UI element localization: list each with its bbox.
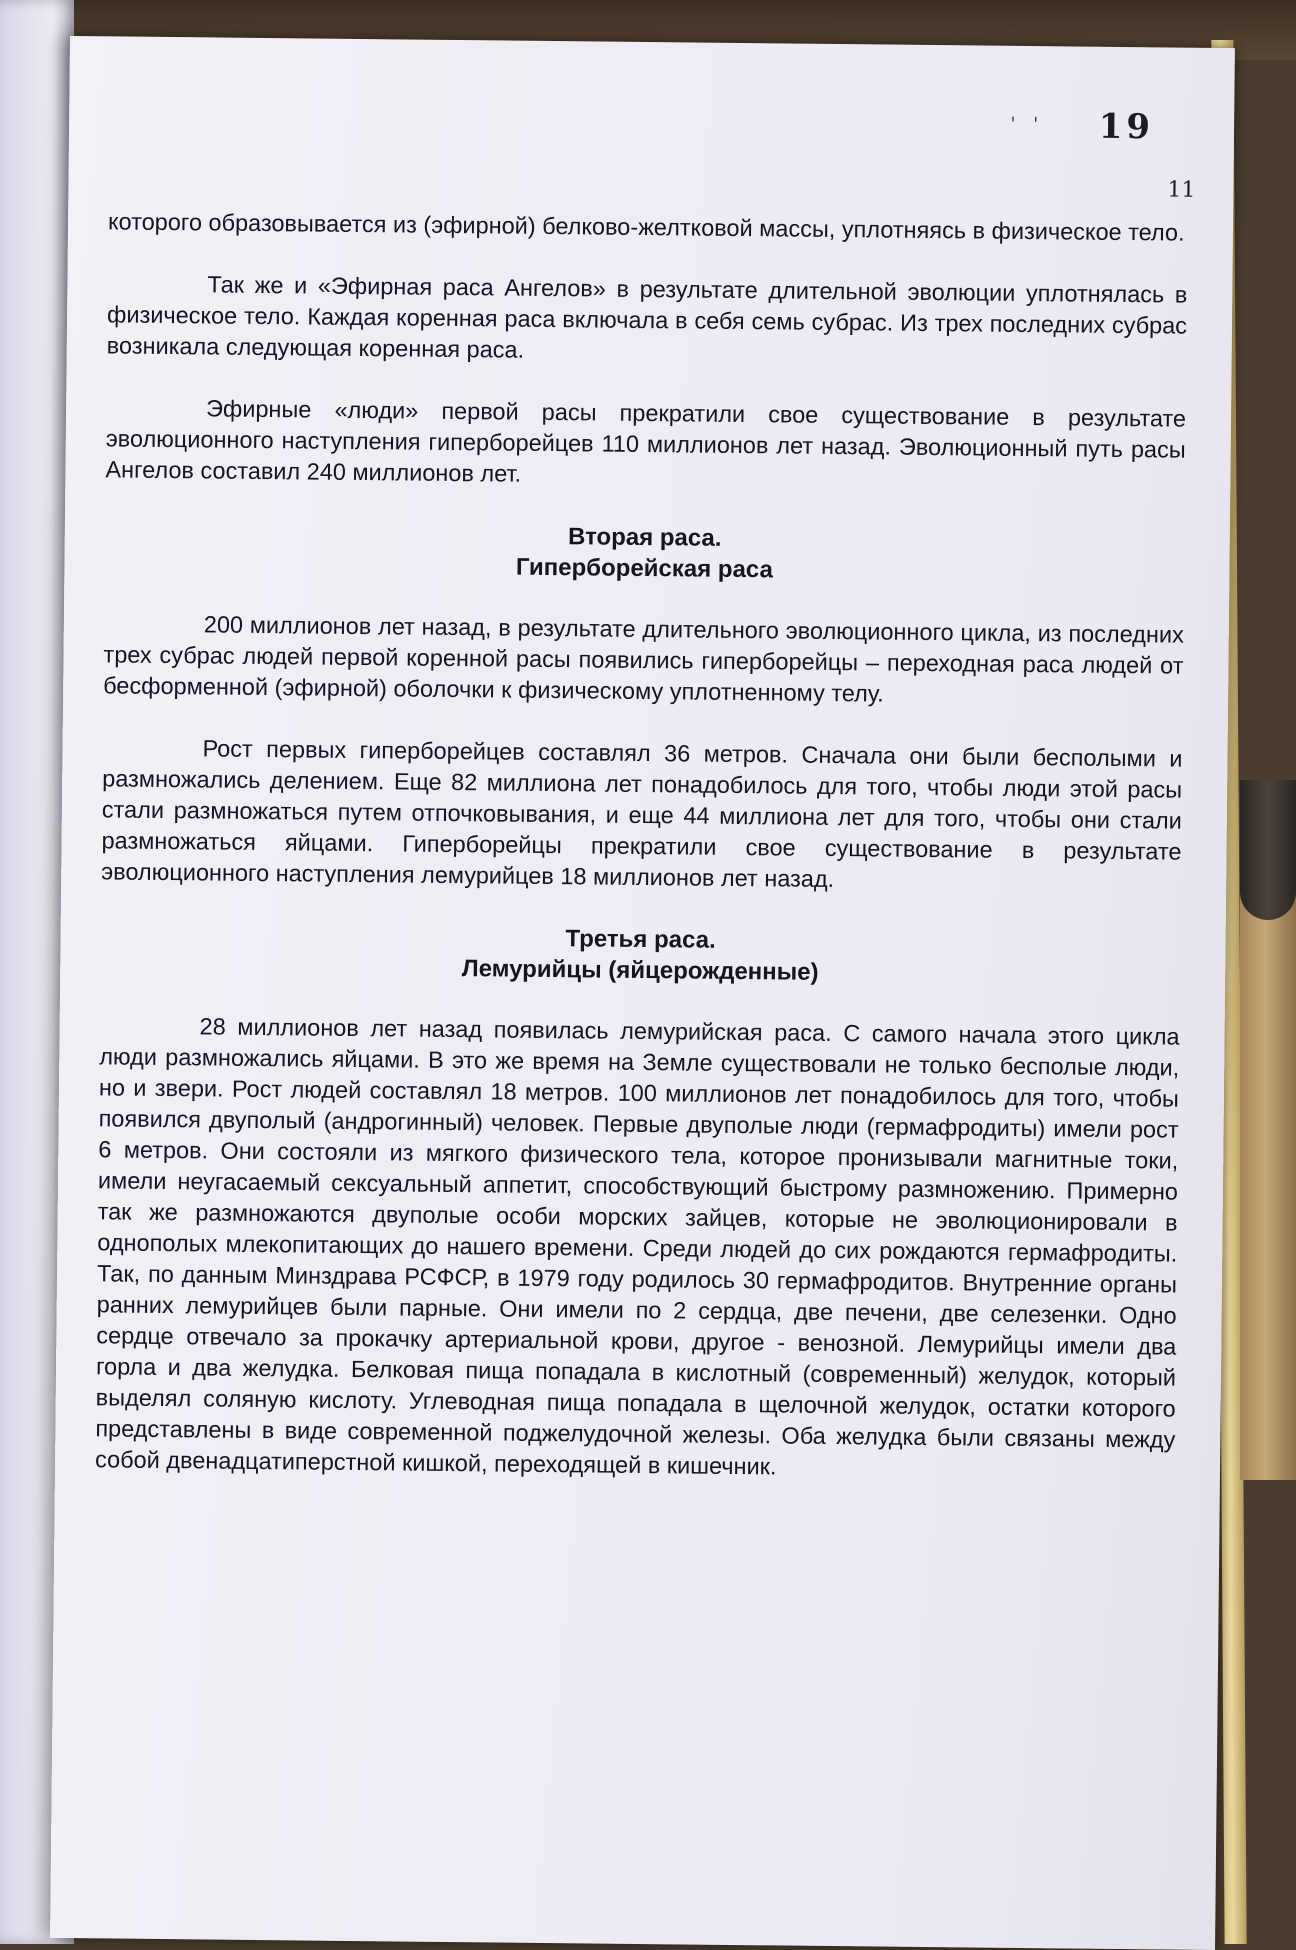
paragraph-ether-people: Эфирные «люди» первой расы прекратили свое существование в результате эволюционного наступления гиперборейцев 110 миллионов лет назад. Эволюционный путь расы Ангелов составил 240 миллионов лет. bbox=[105, 395, 1187, 487]
heading-second-race bbox=[104, 516, 1185, 589]
page-marks: ' ' bbox=[1010, 113, 1045, 136]
heading-third-race-title: Третья раса. bbox=[565, 925, 716, 954]
heading-second-race-subtitle: Гиперборейская раса bbox=[515, 553, 774, 584]
heading-second-race-title: Вторая раса. bbox=[567, 523, 722, 552]
paragraph-hyperboreans-origin: 200 миллионов лет назад, в результате длительного эволюционного цикла, из последних трех субрас людей первой коренной расы появились гиперборейцы – переходная раса людей от бесформенной (эфирной) оболочки к физическому уплотненному телу. bbox=[103, 611, 1184, 707]
bookmark-cord bbox=[1240, 780, 1296, 920]
paragraph-angels: Так же и «Эфирная раса Ангелов» в результате длительной эволюции уплотнялась в физическое тело. Каждая коренная раса включала в себя семь субрас. Из трех последних субрас возникала следующая коренная раса. bbox=[106, 271, 1188, 363]
book-binding bbox=[1240, 880, 1296, 1480]
paragraph-hyperboreans-growth: Рост первых гиперборейцев составлял 36 метров. Сначала они были бесполыми и размножались делением. Еще 82 миллиона лет понадобилось для того, чтобы люди этой расы стали размножаться путем отпочковывания, и еще 44 миллиона лет для того, чтобы они стали размножаться яйцами. Гиперборейцы прекратили свое существование в результате эволюционного наступления лемурийцев 18 миллионов лет назад. bbox=[101, 735, 1183, 893]
heading-third-race-subtitle: Лемурийцы (яйцерожденные) bbox=[461, 955, 819, 986]
page-number: 19 bbox=[1098, 106, 1155, 148]
text-column bbox=[95, 206, 1189, 1517]
book-page bbox=[50, 36, 1235, 1950]
paragraph-lemurians: 28 миллионов лет назад появилась лемурийская раса. С самого начала этого цикла люди размножались яйцами. В это же время на Земле существовали не только бесполые люди, но и звери. Рост людей составлял 18 метров. 100 миллионов лет понадобилось для того, чтобы появился двуполый (андрогинный) человек. Первые двуполые люди (гермафродиты) имели рост 6 метров. Они состояли из мягкого физического тела, которое пронизывали магнитные токи, имели неугасаемый сексуальный аппетит, способствующий быстрому размножению. Примерно так же размножаются двуполые особи морских зайцев, которые не эволюционировали в однополых млекопитающих до нашего времени. Среди людей до сих рождаются гермафродиты. Так, по данным Минздрава РСФСР, в 1979 году родилось 30 гермафродитов. Внутренние органы ранних лемурийцев были парные. Они имели по 2 сердца, две печени, две селезенки. Одно сердце отвечало за прокачку артериальной крови, другое - венозной. Лемурийцы имели два горла и два желудка. Белковая пища попадала в кислотный (современный) желудок, который выделял соляную кислоту. Углеводная пища попадала в щелочной желудок, остатки которого представлены в виде современной поджелудочной железы. Оба желудка были связаны между собой двенадцатиперстной кишкой, переходящей в кишечник. bbox=[94, 1013, 1180, 1480]
paragraph-intro: которого образовывается из (эфирной) белково-желтковой массы, уплотняясь в физическое тело. bbox=[107, 208, 1185, 246]
page-number-small: 11 bbox=[1167, 177, 1196, 203]
heading-third-race bbox=[100, 918, 1181, 991]
